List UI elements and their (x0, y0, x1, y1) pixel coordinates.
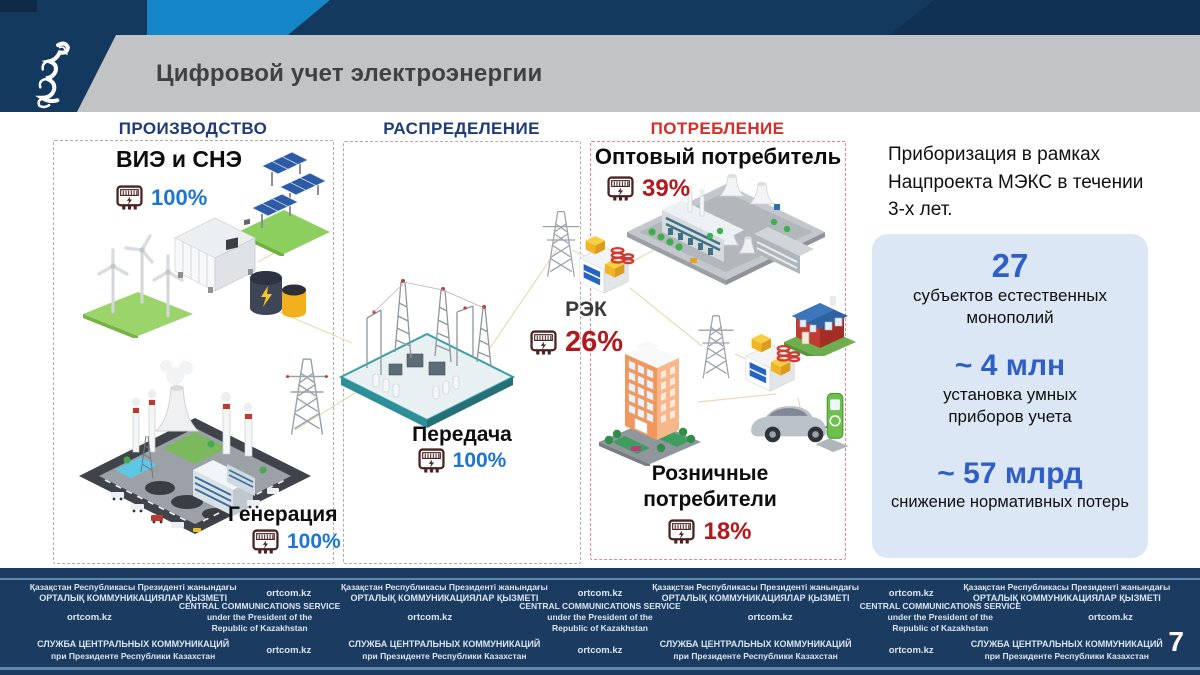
footer-kz-block: Қазақстан Республикасы Президенті жанындағы ОРТАЛЫҚ КОММУНИКАЦИЯЛАР ҚЫЗМЕТІ (963, 582, 1171, 604)
footer-site: ortcom.kz (888, 587, 934, 599)
column-header-consumption: ПОТРЕБЛЕНИЕ (650, 119, 785, 138)
wholesale-metric (607, 175, 690, 203)
stat-label-meters: установка умных приборов учета (943, 384, 1077, 426)
header-shade-shape (890, 0, 1200, 35)
footer-kz-block: Қазақстан Республикасы Президенті жанындағы ОРТАЛЫҚ КОММУНИКАЦИЯЛАР ҚЫЗМЕТІ (29, 582, 237, 604)
rek-percent: 26% (565, 326, 624, 358)
footer-top-rule (0, 578, 1200, 580)
footer-ru-block: СЛУЖБА ЦЕНТРАЛЬНЫХ КОММУНИКАЦИЙ при Президенте Республики Казахстан (659, 639, 852, 661)
header-corner-shape (0, 0, 37, 12)
wholesale-label: Оптовый потребитель (594, 144, 842, 169)
generation-percent: 100% (287, 530, 341, 553)
column-header-distribution: РАСПРЕДЕЛЕНИЕ (383, 119, 540, 138)
rek-metric (530, 326, 623, 359)
rek-label: РЭК (565, 298, 607, 321)
footer-en-block: CENTRAL COMMUNICATIONS SERVICE under the President of the Republic of Kazakhstan (519, 601, 681, 634)
stat-label-monopolies: субъектов естественных монополий (913, 285, 1107, 327)
distribution-substation-illustration (572, 228, 636, 302)
footer-kz-block: Қазақстан Республикасы Президенті жанындағы ОРТАЛЫҚ КОММУНИКАЦИЯЛАР ҚЫЗМЕТІ (340, 582, 548, 604)
transmission-tower-icon (278, 347, 336, 437)
footer-ru-block: СЛУЖБА ЦЕНТРАЛЬНЫХ КОММУНИКАЦИЙ при Президенте Республики Казахстан (970, 639, 1163, 661)
transmission-percent: 100% (452, 449, 507, 472)
electric-meter-icon (418, 448, 445, 474)
electric-meter-icon (668, 519, 695, 545)
footer-ru-block: СЛУЖБА ЦЕНТРАЛЬНЫХ КОММУНИКАЦИЙ при Президенте Республики Казахстан (37, 639, 230, 661)
substation-illustration (337, 248, 517, 433)
column-header-production: ПРОИЗВОДСТВО (118, 119, 268, 138)
transmission-metric (343, 448, 581, 474)
footer (0, 568, 1200, 675)
generation-label: Генерация (228, 503, 338, 526)
wholesale-percent: 39% (642, 175, 691, 202)
footer-site: ortcom.kz (407, 612, 453, 624)
electric-meter-icon (607, 176, 634, 202)
footer-site: ortcom.kz (1088, 612, 1133, 624)
electric-meter-icon (530, 330, 557, 356)
footer-row-english (0, 601, 1200, 634)
res-percent: 100% (151, 185, 208, 210)
stat-value-monopolies: 27 (991, 247, 1029, 284)
stat-label-losses: снижение нормативных потерь (891, 492, 1129, 511)
footer-en-block: CENTRAL COMMUNICATIONS SERVICE under the President of the Republic of Kazakhstan (859, 601, 1022, 634)
res-label: ВИЭ и СНЭ (115, 146, 242, 172)
page-title: Цифровой учет электроэнергии (156, 60, 543, 87)
footer-en-block: CENTRAL COMMUNICATIONS SERVICE under the President of the Republic of Kazakhstan (178, 601, 341, 634)
retail-percent: 18% (703, 518, 752, 545)
footer-site: ortcom.kz (266, 644, 312, 656)
footer-bottom-rule (0, 667, 1200, 670)
ev-charging-illustration (742, 374, 854, 452)
footer-site: ortcom.kz (577, 587, 623, 599)
stats-card (872, 234, 1148, 558)
generation-metric (252, 529, 341, 555)
snow-leopard-logo-icon (23, 37, 77, 110)
footer-site: ortcom.kz (266, 587, 312, 599)
sidebar-note: Приборизация в рамках Нацпроекта МЭКС в течении 3-х лет. (888, 144, 1144, 221)
stat-value-losses: ~ 57 млрд (937, 457, 1083, 491)
electric-meter-icon (116, 185, 143, 211)
footer-site: ortcom.kz (888, 644, 934, 656)
footer-site: ortcom.kz (747, 612, 793, 624)
res-metric (116, 185, 207, 211)
retail-label: Розничные потребители (643, 462, 777, 512)
transmission-label: Передача (412, 423, 512, 446)
electric-meter-icon (252, 529, 279, 555)
footer-row-russian (0, 639, 1200, 662)
page-number: 7 (1168, 626, 1184, 657)
battery-cells-illustration (238, 250, 313, 328)
footer-kz-block: Қазақстан Республикасы Президенті жанындағы ОРТАЛЫҚ КОММУНИКАЦИЯЛАР ҚЫЗМЕТІ (652, 582, 860, 604)
footer-site: ortcom.kz (577, 644, 623, 656)
retail-metric (610, 518, 810, 546)
footer-ru-block: СЛУЖБА ЦЕНТРАЛЬНЫХ КОММУНИКАЦИЙ при Президенте Республики Казахстан (348, 639, 541, 661)
stat-value-meters: ~ 4 млн (954, 349, 1066, 383)
footer-site: ortcom.kz (66, 612, 112, 624)
